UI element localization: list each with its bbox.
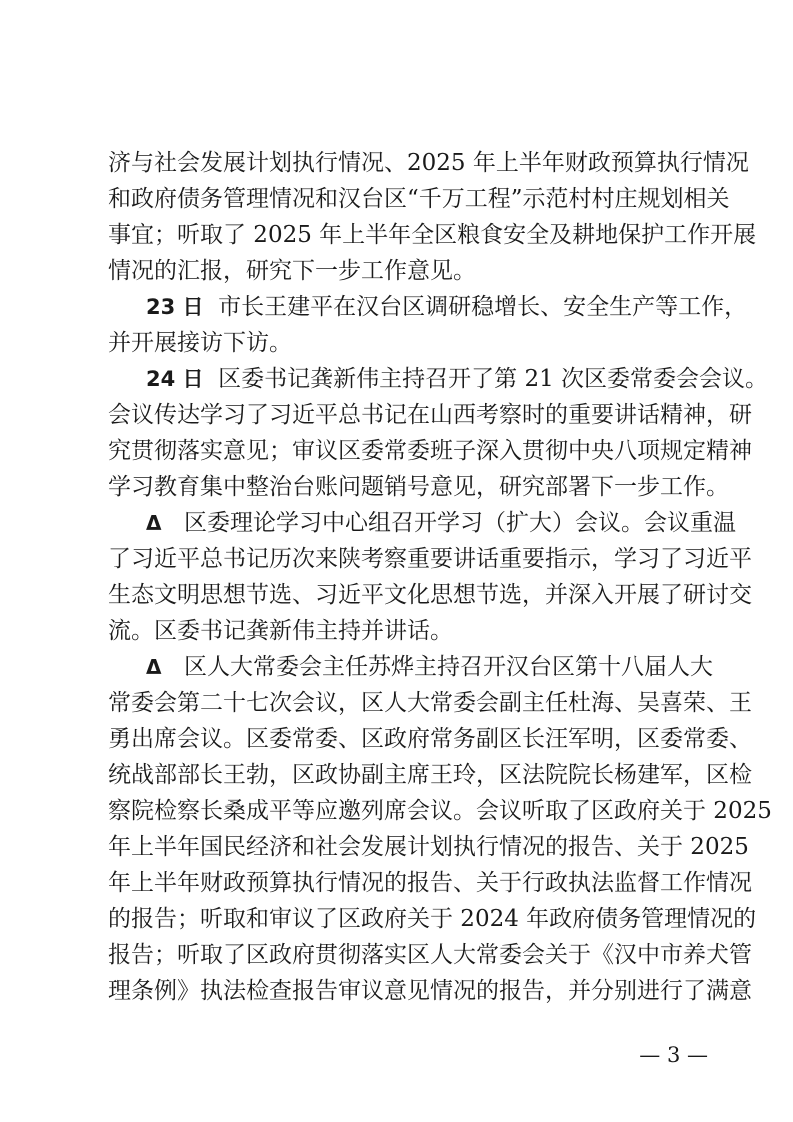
date-label-24: 24 日 <box>146 367 204 391</box>
text-line: 了习近平总书记历次来陕考察重要讲话重要指示，学习了习近平 <box>108 546 752 572</box>
text-line: 并开展接访下访。 <box>108 330 292 356</box>
bullet-entry-text: 区人大常委会主任苏烨主持召开汉台区第十八届人大 <box>184 654 713 680</box>
text-line: 常委会第二十七次会议，区人大常委会副主任杜海、吴喜荣、王 <box>108 690 752 716</box>
text-line: 究贯彻落实意见；审议区委常委班子深入贯彻中央八项规定精神 <box>108 438 752 464</box>
entry-23-text: 市长王建平在汉台区调研稳增长、安全生产等工作， <box>218 294 748 320</box>
date-label-23: 23 日 <box>146 295 204 319</box>
text-line: 统战部部长王勃，区政协副主席王玲，区法院院长杨建军，区检 <box>108 762 752 788</box>
text-line: 察院检察长桑成平等应邀列席会议。会议听取了区政府关于 2025 <box>108 798 772 824</box>
triangle-bullet: Δ <box>146 655 162 679</box>
text-line: 和政府债务管理情况和汉台区“千万工程”示范村村庄规划相关 <box>108 186 730 212</box>
bullet-entry-line <box>146 505 736 541</box>
text-line: 会议传达学习了习近平总书记在山西考察时的重要讲话精神，研 <box>108 402 752 428</box>
text-line: 报告；听取了区政府贯彻落实区人大常委会关于《汉中市养犬管 <box>108 942 752 968</box>
bullet-entry-text: 区委理论学习中心组召开学习（扩大）会议。会议重温 <box>184 510 736 536</box>
text-line: 学习教育集中整治台账问题销号意见，研究部署下一步工作。 <box>108 474 729 500</box>
text-line: 的报告；听取和审议了区政府关于 2024 年政府债务管理情况的 <box>108 906 757 932</box>
text-line: 年上半年国民经济和社会发展计划执行情况的报告、关于 2025 <box>108 834 749 860</box>
entry-24-text: 区委书记龚新伟主持召开了第 21 次区委常委会会议。 <box>218 366 769 392</box>
text-line: 情况的汇报，研究下一步工作意见。 <box>108 258 476 284</box>
text-line: 理条例》执法检查报告审议意见情况的报告，并分别进行了满意 <box>108 978 752 1004</box>
text-line: 济与社会发展计划执行情况、2025 年上半年财政预算执行情况 <box>108 150 749 176</box>
text-line: 勇出席会议。区委常委、区政府常务副区长汪军明，区委常委、 <box>108 726 752 752</box>
entry-24-line <box>146 361 769 397</box>
text-line: 年上半年财政预算执行情况的报告、关于行政执法监督工作情况 <box>108 870 752 896</box>
entry-23-line <box>146 289 748 325</box>
page-number: — 3 — <box>639 1043 708 1067</box>
bullet-entry-line <box>146 649 713 685</box>
text-line: 事宜；听取了 2025 年上半年全区粮食安全及耕地保护工作开展 <box>108 222 757 248</box>
text-line: 流。区委书记龚新伟主持并讲话。 <box>108 618 453 644</box>
triangle-bullet: Δ <box>146 511 162 535</box>
text-line: 生态文明思想节选、习近平文化思想节选，并深入开展了研讨交 <box>108 582 752 608</box>
